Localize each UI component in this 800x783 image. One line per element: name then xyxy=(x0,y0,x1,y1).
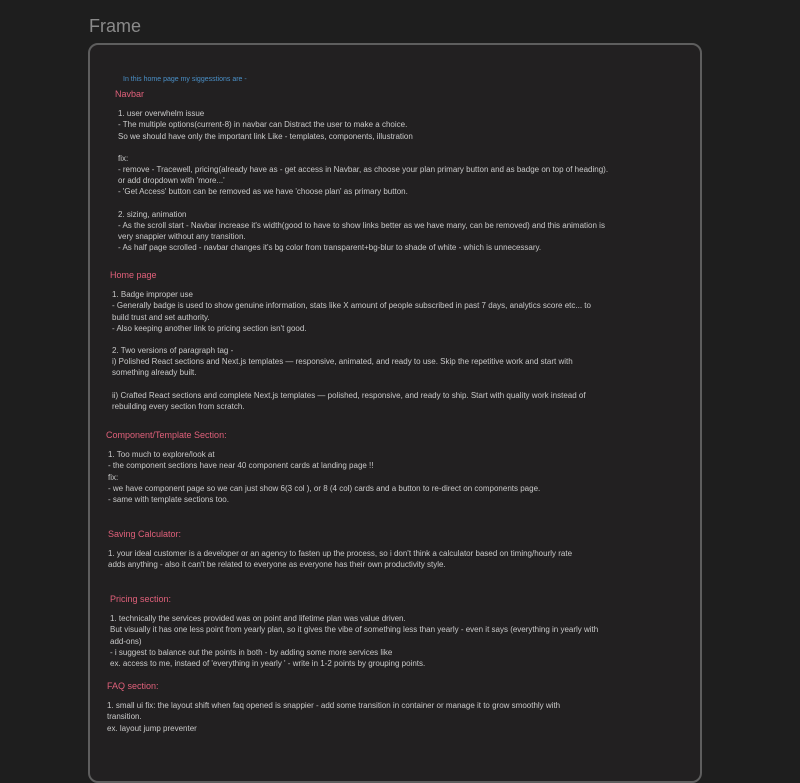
section-body xyxy=(107,700,560,734)
section-pricing xyxy=(110,594,598,669)
body-line: - same with template sections too. xyxy=(108,495,229,505)
section-component xyxy=(106,430,540,505)
section-heading: Component/Template Section: xyxy=(106,430,227,440)
body-line: - remove - Tracewell, pricing(already have as - get access in Navbar, as choose your plan primary button and as badge on top of heading). xyxy=(118,165,609,175)
body-line: - 'Get Access' button can be removed as we have 'choose plan' as primary button. xyxy=(118,187,408,197)
body-line: ex. access to me, instaed of 'everything in yearly ' - write in 1-2 points by grouping points. xyxy=(110,659,426,669)
section-heading: Home page xyxy=(110,270,157,280)
body-line: - Generally badge is used to show genuine information, stats like X amount of people subscribed in past 7 days, analytics score etc... to xyxy=(112,301,591,311)
body-line: - the component sections have near 40 component cards at landing page !! xyxy=(108,461,374,471)
section-heading: Saving Calculator: xyxy=(108,529,182,539)
spacer xyxy=(112,334,591,345)
body-line: fix: xyxy=(108,472,119,482)
spacer xyxy=(112,379,591,390)
body-line: - As half page scrolled - navbar changes it's bg color from transparent+bg-blur to shade of white - which is unnecessary. xyxy=(118,243,542,253)
body-line: ex. layout jump preventer xyxy=(107,723,197,733)
body-line: - we have component page so we can just show 6(3 col ), or 8 (4 col) cards and a button to re-direct on components page. xyxy=(108,483,541,493)
section-navbar xyxy=(115,89,608,253)
section-body xyxy=(106,449,540,505)
body-line: 1. Badge improper use xyxy=(112,290,193,300)
section-body xyxy=(110,289,591,412)
body-line: add-ons) xyxy=(110,636,142,646)
section-faq xyxy=(107,681,560,734)
intro-text: In this home page my siggesstions are - xyxy=(123,76,247,83)
frame-title: Frame xyxy=(89,16,142,36)
body-line: 2. Two versions of paragraph tag - xyxy=(112,346,234,356)
body-line: - As the scroll start - Navbar increase it's width(good to have to show links better as we have many, can be removed) and this animation is xyxy=(118,220,605,230)
section-heading: FAQ section: xyxy=(107,681,159,691)
section-heading: Navbar xyxy=(115,89,145,99)
body-line: 1. user overwhelm issue xyxy=(118,109,205,119)
body-line: rebuilding every section from scratch. xyxy=(112,401,245,411)
body-line: or add dropdown with 'more...' xyxy=(118,176,225,186)
body-line: adds anything - also it can't be related to everyone as everyone has their own productivity style. xyxy=(108,560,446,570)
body-line: 1. technically the services provided was on point and lifetime plan was value driven. xyxy=(110,614,406,624)
body-line: fix: xyxy=(118,153,129,163)
body-line: very snappier without any transition. xyxy=(118,232,246,242)
body-line: something already built. xyxy=(112,368,197,378)
section-heading: Pricing section: xyxy=(110,594,172,604)
body-line: But visually it has one less point from yearly plan, so it gives the vibe of something less than yearly - even it says (everything in yearly with xyxy=(110,625,599,635)
frame-container xyxy=(88,43,702,783)
spacer xyxy=(118,142,608,153)
body-line: 2. sizing, animation xyxy=(118,209,187,219)
body-line: build trust and set authority. xyxy=(112,312,210,322)
section-body xyxy=(108,548,572,570)
body-line: i) Polished React sections and Next.js templates — responsive, animated, and ready to use. Skip the repetitive work and start with xyxy=(112,357,573,367)
section-home xyxy=(110,270,591,412)
section-saving xyxy=(108,529,572,571)
body-line: transition. xyxy=(107,712,142,722)
spacer xyxy=(118,198,608,209)
body-line: 1. your ideal customer is a developer or an agency to fasten up the process, so i don't think a calculator based on timing/hourly rate xyxy=(108,549,573,559)
body-line: So we should have only the important link Like - templates, components, illustration xyxy=(118,131,413,141)
body-line: 1. small ui fix: the layout shift when faq opened is snappier - add some transition in container or manage it to grow smoothly with xyxy=(107,701,561,711)
body-line: - Also keeping another link to pricing section isn't good. xyxy=(112,323,307,333)
section-body xyxy=(110,613,598,669)
body-line: - i suggest to balance out the points in both - by adding some more services like xyxy=(110,647,393,657)
body-line: 1. Too much to explore/look at xyxy=(108,450,215,460)
body-line: ii) Crafted React sections and complete Next.js templates — polished, responsive, and ready to ship. Start with quality work instead of xyxy=(112,390,586,400)
section-body xyxy=(115,108,608,253)
body-line: - The multiple options(current-8) in navbar can Distract the user to make a choice. xyxy=(118,120,408,130)
